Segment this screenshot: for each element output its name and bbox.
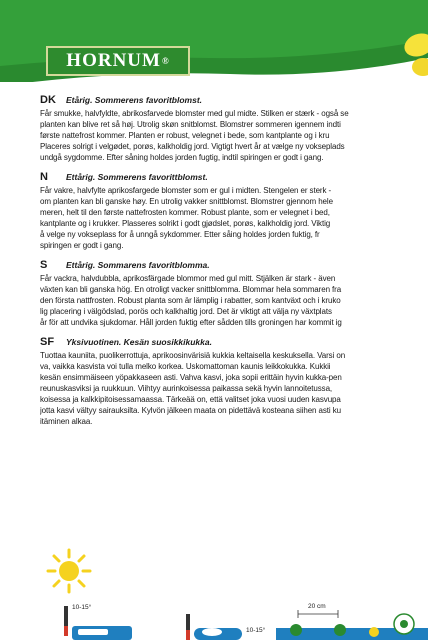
section-subtitle: Etårig. Sommerens favoritblomst.	[66, 95, 203, 105]
section-n	[40, 171, 428, 251]
section-subtitle: Ettårig. Sommerens favorittblomst.	[66, 172, 208, 182]
section-s	[40, 259, 428, 328]
text-line: itäminen alkaa.	[40, 417, 93, 426]
spacing-label: 20 cm	[308, 603, 326, 610]
text-line: växten kan bli ganska hög. En otroligt vacker snittblomma. Blommar hela sommaren fra	[40, 285, 342, 294]
language-code: DK	[40, 94, 56, 106]
flower-petal-icon	[412, 58, 428, 76]
text-line: spiringen er godt i gang.	[40, 241, 124, 250]
temperature-label: 10-15°	[246, 627, 266, 634]
text-line: planten kan blive ret så høj. Utrolig skøn snitblomst. Blomstrer sommeren igennem indti	[40, 120, 341, 129]
brand-name: HORNUM	[66, 50, 161, 71]
section-subtitle: Ettårig. Sommarens favoritblomma.	[66, 260, 210, 270]
text-line: meren, helt til den første nattefrosten kommer. Robust plante, som er velegnet i bed,	[40, 208, 330, 217]
text-line: år för att undvika sjukdomar. Håll jorden fuktig efter sådden tills groningen har kommit ig	[40, 318, 342, 327]
text-line: den första nattfrosten. Robust planta som är lämplig i rabatter, som kantväxt och i kruko	[40, 296, 341, 305]
section-subtitle: Yksivuotinen. Kesän suosikkikukka.	[66, 337, 212, 347]
text-line: kantplante og i krukker. Plasseres solrikt i godt gjødslet, porøs, kalkholdig jord. Viktig	[40, 219, 331, 228]
text-line: Placeres solrigt i velgødet, porøs, kalkholdig jord. Vigtigt hvert år at vælge ny vokseplads	[40, 142, 345, 151]
text-line: lig placering i välgödslad, porös och kalkhaltig jord. Det är viktigt att välja ny växtplats	[40, 307, 332, 316]
text-line: å velge ny vokseplass for å unngå sykdommer. Etter såing holdes jorden fuktig, fr	[40, 230, 320, 239]
language-code: S	[40, 259, 48, 271]
temperature-label: 10-15°	[72, 604, 92, 611]
language-code: SF	[40, 336, 55, 348]
text-line: Får vackra, halvdubbla, aprikosfärgade blommor med gul mitt. Stjälken är stark - även	[40, 274, 336, 283]
text-line: om planten kan bli ganske høy. En utrolig vakker snittblomst. Blomstrer gjennom hele	[40, 197, 333, 206]
description-text	[40, 94, 428, 435]
text-line: koisessa ja kalkkipitoisessamaassa. Tärkeää on, että valitset joka vuosi uuden kasvupa	[40, 395, 341, 404]
section-dk	[40, 94, 428, 163]
text-line: Får smukke, halvfyldte, abrikosfarvede blomster med gul midte. Stilken er stærk - også se	[40, 109, 349, 118]
text-line: undgå sygdomme. Efter såning holdes jorden fugtig, indtil spiringen er godt i gang.	[40, 153, 324, 162]
text-line: første nattefrost kommer. Planten er robust, velegnet i bede, som kantplante og i kru	[40, 131, 330, 140]
sowing-guide-illustration	[0, 588, 428, 640]
section-sf	[40, 336, 428, 427]
brand-logo	[46, 46, 190, 76]
language-code: N	[40, 171, 48, 183]
text-line: reunuskasviksi ja ruukkuun. Viihtyy aurinkoisessa paikassa sekä hyvin lannoitetussa,	[40, 384, 333, 393]
text-line: Tuottaa kauniita, puolikerrottuja, aprikoosinvärisiä kukkia keltaisella keskuksella. Varsi on	[40, 351, 346, 360]
text-line: Får vakre, halvfylte aprikosfargede blomster som er gul i midten. Stengelen er sterk -	[40, 186, 332, 195]
text-line: va, vaikka kasvista voi tulla melko korkea. Uskomattoman kaunis leikkokukka. Kukkii	[40, 362, 331, 371]
text-line: jotta kasvi vältyy sairauksilta. Kylvön jälkeen maata on pidettävä kosteana siihen asti ku	[40, 406, 341, 415]
registered-mark: ®	[161, 56, 170, 66]
text-line: kesän ensimmäiseen yöpakkaseen asti. Vahva kasvi, joka sopii erittäin hyvin kukka-pen	[40, 373, 342, 382]
